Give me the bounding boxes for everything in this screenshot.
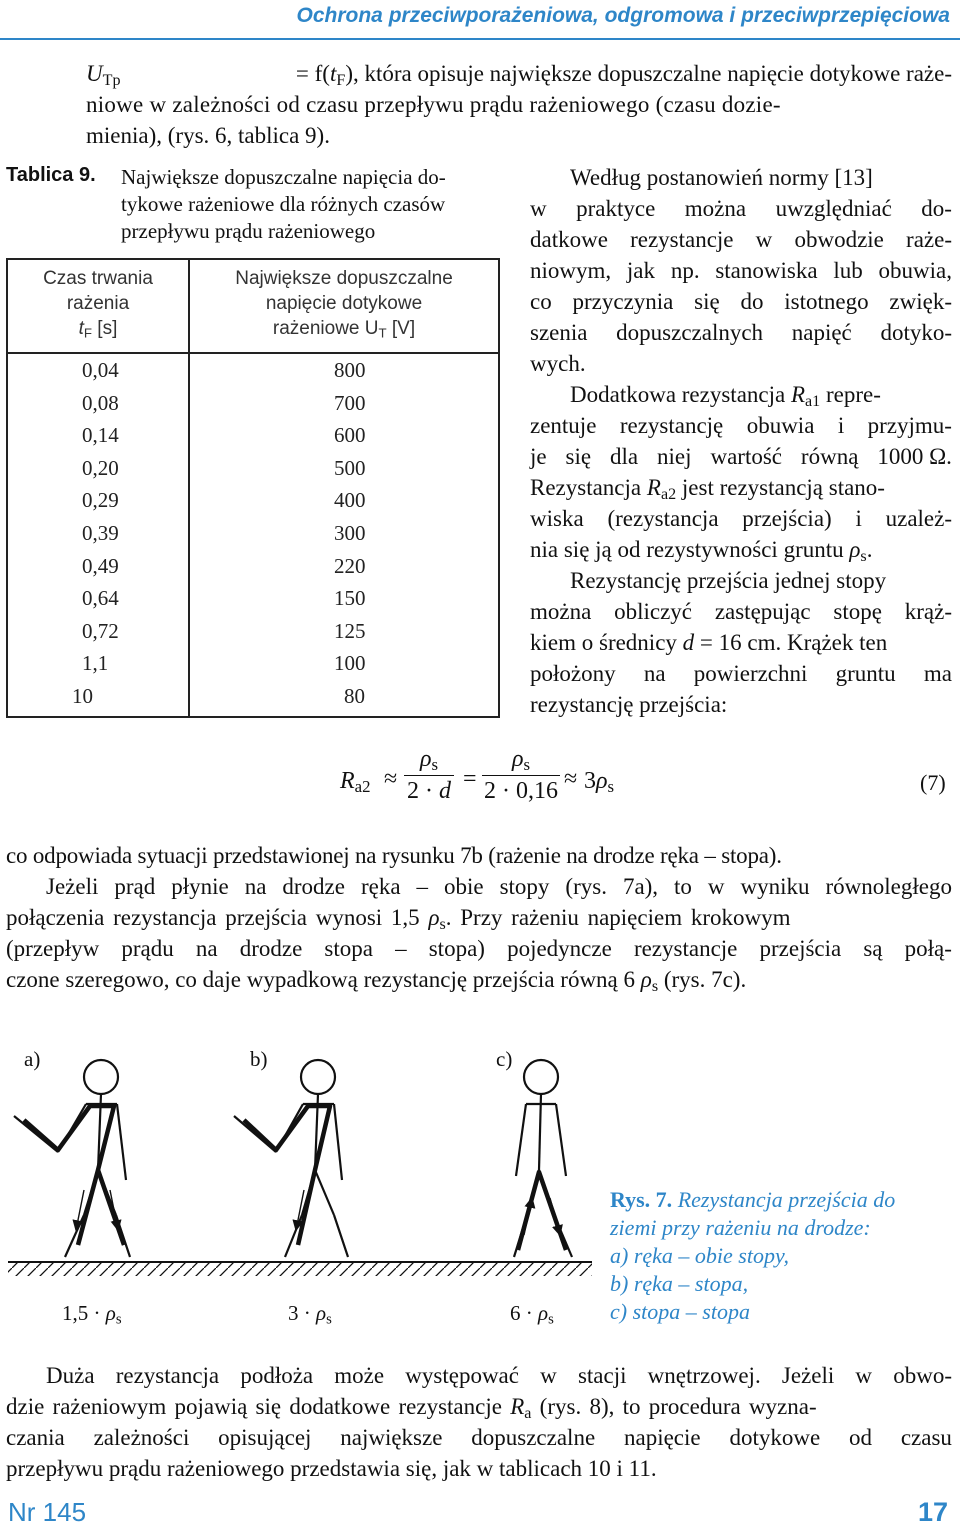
body2-line: co odpowiada sytuacji przedstawionej na rysunku 7b (rażenie na drodze ręka – stopa). bbox=[6, 843, 782, 868]
rc-line: zentuje rezystancję obuwia i przyjmu- bbox=[530, 413, 952, 438]
body2-line: czone szeregowo, co daje wypadkową rezystancję przejścia równą 6 $\rho_s$ (rys. 7c). bbox=[6, 967, 747, 996]
stick-figure-a bbox=[14, 1060, 130, 1257]
table-label: Tablica 9. bbox=[6, 164, 96, 186]
rc-line: nia się ją od rezystywności gruntu $\rho_s$. bbox=[530, 537, 873, 566]
figure-label-b: b) bbox=[250, 1047, 268, 1071]
table-cell-voltage: 300 bbox=[334, 521, 366, 545]
rc-line: w praktyce można uwzględniać do- bbox=[530, 196, 952, 221]
table-cell-voltage: 80 bbox=[344, 684, 365, 708]
figure-label-a: a) bbox=[24, 1047, 41, 1071]
right-column-text bbox=[530, 162, 952, 720]
rc-line: rezystancję przejścia: bbox=[530, 692, 728, 717]
rc-line: Rezystancję przejścia jednej stopy bbox=[570, 568, 887, 593]
rc-line: wych. bbox=[530, 351, 586, 376]
rc-line: kiem o średnicy d = 16 cm. Krążek ten bbox=[530, 630, 888, 655]
resistance-value-a: $1,5 \cdot \rho_s$ bbox=[62, 1301, 122, 1328]
body-paragraph-2 bbox=[6, 840, 952, 995]
table-cell-time: 0,14 bbox=[82, 423, 119, 448]
table-cell-time: 0,04 bbox=[82, 358, 119, 382]
table-cell-time: 0,64 bbox=[82, 586, 119, 611]
equals-sign: = bbox=[463, 766, 477, 792]
figure-caption: Rys. 7. Rezystancja przejścia do ziemi przy rażeniu na drodze: a) ręka – obie stopy, b) ręka – stopa, c) stopa – stopa bbox=[610, 1187, 896, 1324]
equation-7: $R_{a2}$ ≈ $\rho_s$ 2 · d = $\rho_s$ 2 · 0,16 ≈ $3\rho_s$ (7) bbox=[340, 746, 946, 804]
table-cell-voltage: 700 bbox=[334, 390, 366, 415]
page-number: 17 bbox=[917, 1497, 948, 1527]
table-cell-time: 0,39 bbox=[82, 521, 119, 545]
rc-line: położony na powierzchni gruntu ma bbox=[530, 661, 952, 686]
approx-sign: ≈ bbox=[384, 766, 398, 792]
current-path-a bbox=[24, 1106, 124, 1245]
body3-line: Duża rezystancja podłoża może występować w stacji wnętrzowej. Jeżeli w obwo- bbox=[46, 1363, 952, 1388]
table-header-divider bbox=[8, 352, 498, 354]
stick-figure-b bbox=[234, 1060, 348, 1257]
table-cell-voltage: 800 bbox=[334, 358, 366, 382]
table-cell-voltage: 100 bbox=[334, 651, 366, 676]
body2-line: Jeżeli prąd płynie na drodze ręka – obie stopy (rys. 7a), to w wyniku równoległego bbox=[46, 874, 952, 899]
running-header: Ochrona przeciwporażeniowa, odgromowa i przeciwprzepięciowa bbox=[296, 4, 950, 27]
fraction-1: $\rho_s$ 2 · d bbox=[404, 746, 454, 805]
figure-7-illustration bbox=[0, 1040, 600, 1300]
table-cell-time: 0,49 bbox=[82, 553, 119, 578]
resistance-value-c: $6 \cdot \rho_s$ bbox=[510, 1301, 554, 1328]
table-cell-voltage: 125 bbox=[334, 618, 366, 643]
current-path-c bbox=[518, 1172, 566, 1250]
approx-sign: ≈ bbox=[564, 766, 578, 792]
fraction-2: $\rho_s$ 2 · 0,16 bbox=[484, 746, 558, 804]
rc-line: datkowe rezystancje w obwodzie raże- bbox=[530, 227, 952, 252]
table-cell-time: 1,1 bbox=[82, 651, 109, 676]
body2-line: połączenia rezystancja przejścia wynosi 1,5 $\rho_s$. Przy rażeniu napięciem krokowym bbox=[6, 905, 791, 934]
table-cell-voltage: 500 bbox=[334, 455, 366, 480]
body3-line: dzie rażeniowym pojawią się dodatkowe rezystancje $R_a$ (rys. 8), to procedura wyzna- bbox=[6, 1394, 817, 1423]
body2-line: (przepływ prądu na drodze stopa – stopa) pojedyncze rezystancje przejścia są połą- bbox=[6, 936, 952, 961]
issue-number: Nr 145 bbox=[8, 1497, 87, 1527]
rc-line: niowym, jak np. stanowiska lub obuwia, bbox=[530, 258, 952, 283]
table-cell-voltage: 600 bbox=[334, 423, 366, 448]
table-cell-voltage: 400 bbox=[334, 488, 366, 513]
rc-line: co przyczynia się do istotnego zwięk- bbox=[530, 289, 952, 314]
equation-number: (7) bbox=[920, 770, 946, 795]
table-cell-time: 0,72 bbox=[82, 618, 119, 643]
voltage-time-table bbox=[6, 258, 500, 718]
table-cell-time: 0,29 bbox=[82, 488, 119, 513]
figure-label-c: c) bbox=[496, 1047, 513, 1071]
body3-line: przepływu prądu rażeniowego przedstawia się, jak w tablicach 10 i 11. bbox=[6, 1456, 657, 1481]
body-paragraph-3 bbox=[6, 1360, 952, 1484]
intro-line-3: mienia), (rys. 6, tablica 9). bbox=[86, 123, 330, 148]
table-cell-voltage: 220 bbox=[334, 553, 366, 578]
rc-line: szenia dopuszczalnych napięć dotyko- bbox=[530, 320, 952, 345]
rc-line: je się dla niej wartość równą 1000 Ω. bbox=[530, 444, 952, 469]
rc-line: Rezystancja $R_{a2}$ jest rezystancją stano- bbox=[530, 475, 885, 504]
ground-hatch bbox=[8, 1262, 592, 1276]
table-caption: Największe dopuszczalne napięcia do- tykowe rażeniowe dla różnych czasów przepływu prądu rażeniowego bbox=[121, 165, 446, 243]
table-cell-time: 0,08 bbox=[82, 390, 119, 415]
rc-line: Dodatkowa rezystancja $R_{a1}$ repre- bbox=[570, 382, 881, 411]
intro-line-2: niowe w zależności od czasu przepływu prądu rażeniowego (czasu dozie- bbox=[86, 92, 781, 117]
intro-paragraph bbox=[86, 58, 952, 151]
rc-line: Według postanowień normy [13] bbox=[570, 165, 873, 190]
table-cell-voltage: 150 bbox=[334, 586, 366, 611]
table-cell-time: 0,20 bbox=[82, 455, 119, 480]
table-header-time: Czas trwania rażenia $t_F$ [s] bbox=[43, 268, 153, 341]
rc-line: można obliczyć zastępując stopę krąż- bbox=[530, 599, 952, 624]
intro-line-1: $U_{Tp}$ = $f(t_F)$, która opisuje największe dopuszczalne napięcie dotykowe raże- bbox=[86, 61, 952, 90]
body3-line: czania zależności opisującej największe dopuszczalne napięcie dotykowe od czasu bbox=[6, 1425, 952, 1450]
table-cell-time: 10 bbox=[72, 684, 93, 708]
resistance-value-b: $3 \cdot \rho_s$ bbox=[288, 1301, 332, 1328]
header-rule bbox=[0, 38, 960, 40]
rc-line: wiska (rezystancja przejścia) i uzależ- bbox=[530, 506, 952, 531]
table-header-voltage: Największe dopuszczalne napięcie dotykowe rażeniowe $U_T$ [V] bbox=[235, 268, 453, 341]
